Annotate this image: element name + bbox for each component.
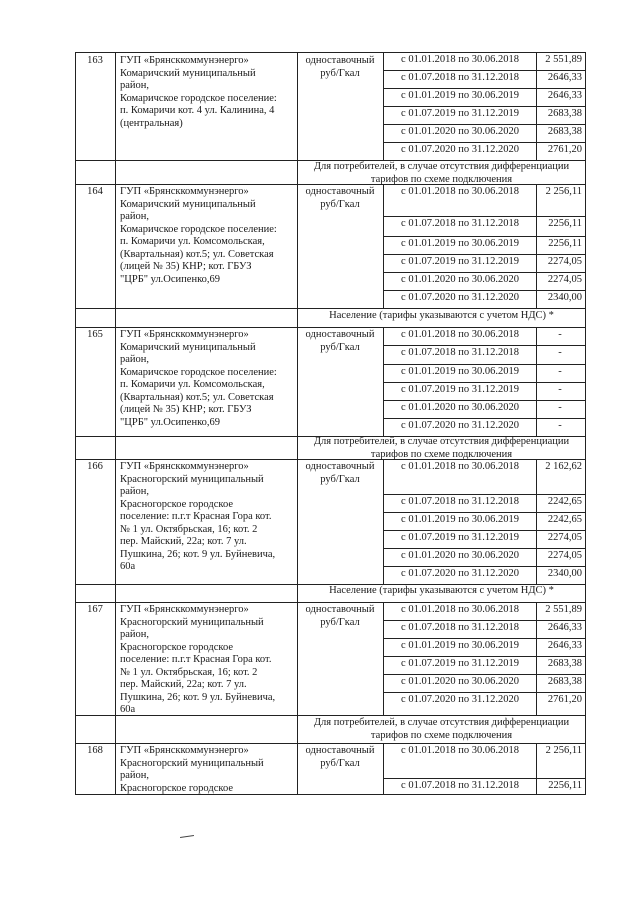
tariff-period: с 01.01.2020 по 30.06.2020: [401, 402, 519, 413]
tariff-value: 2 256,11: [545, 186, 582, 197]
tariff-period: с 01.01.2018 по 30.06.2018: [401, 329, 519, 340]
tariff-value: -: [558, 347, 562, 358]
tariff-value: 2340,00: [547, 292, 582, 303]
tariff-value: 2683,38: [547, 108, 582, 119]
org-cell: ГУП «Брянсккоммунэнерго» Красногорский муниципальный район, Красногорское городское: [120, 745, 264, 794]
tariff-row-divider: [383, 254, 586, 255]
tariff-period: с 01.07.2020 по 31.12.2020: [401, 568, 519, 579]
tariff-period: с 01.07.2019 по 31.12.2019: [401, 384, 519, 395]
org-cell: ГУП «Брянсккоммунэнерго» Комаричский муниципальный район, Комаричское городское поселение: п. Комаричи ул. Комсомольская, (Квартальная) кот.5; ул. Советская (лицей № 35) КНР; кот. ГБУЗ "ЦРБ" ул.Осипенко,69: [120, 186, 277, 285]
row-divider: [75, 743, 586, 744]
tariff-period: с 01.07.2020 по 31.12.2020: [401, 694, 519, 705]
tariff-period: с 01.01.2019 по 30.06.2019: [401, 90, 519, 101]
tariff-row-divider: [383, 272, 586, 273]
tariff-period: с 01.01.2019 по 30.06.2019: [401, 366, 519, 377]
tariff-period: с 01.07.2018 по 31.12.2018: [401, 72, 519, 83]
tariff-row-divider: [383, 290, 586, 291]
unit-cell: одноставочный руб/Гкал: [305, 745, 375, 769]
tariff-row-divider: [383, 142, 586, 143]
tariff-value: 2340,00: [547, 568, 582, 579]
tariff-period: с 01.01.2019 по 30.06.2019: [401, 514, 519, 525]
tariff-value: 2646,33: [547, 640, 582, 651]
tariff-value: 2274,05: [547, 256, 582, 267]
tariff-row-divider: [383, 512, 586, 513]
tariff-value: 2242,65: [547, 514, 582, 525]
tariff-value: 2274,05: [547, 274, 582, 285]
tariff-row-divider: [383, 692, 586, 693]
tariff-period: с 01.01.2020 по 30.06.2020: [401, 676, 519, 687]
tariff-value: -: [558, 366, 562, 377]
row-divider: [75, 327, 586, 328]
row-divider: [75, 602, 586, 603]
tariff-period: с 01.01.2018 по 30.06.2018: [401, 745, 519, 756]
section-header-population: Население (тарифы указываются с учетом НДС) *: [329, 585, 554, 596]
row-number: 166: [87, 461, 103, 472]
tariff-value: 2646,33: [547, 622, 582, 633]
tariff-row-divider: [383, 400, 586, 401]
tariff-row-divider: [383, 638, 586, 639]
column-divider-number: [115, 52, 116, 794]
table-left-border: [75, 52, 76, 794]
row-number: 164: [87, 186, 103, 197]
tariff-row-divider: [383, 566, 586, 567]
tariff-period: с 01.07.2019 по 31.12.2019: [401, 658, 519, 669]
section-header-consumers: Для потребителей, в случае отсутствия дифференциации тарифов по схеме подключения: [313, 717, 570, 741]
tariff-row-divider: [383, 364, 586, 365]
tariff-period: с 01.01.2020 по 30.06.2020: [401, 126, 519, 137]
tariff-period: с 01.01.2020 по 30.06.2020: [401, 274, 519, 285]
tariff-row-divider: [383, 494, 586, 495]
tariff-row-divider: [383, 124, 586, 125]
tariff-period: с 01.01.2018 по 30.06.2018: [401, 186, 519, 197]
tariff-value: 2256,11: [548, 238, 582, 249]
tariff-value: 2274,05: [547, 532, 582, 543]
tariff-value: 2242,65: [547, 496, 582, 507]
tariff-row-divider: [383, 778, 586, 779]
row-number: 167: [87, 604, 103, 615]
tariff-value: 2 551,89: [545, 604, 582, 615]
table-right-border: [585, 52, 586, 794]
tariff-value: 2256,11: [548, 218, 582, 229]
tariff-value: 2 162,62: [545, 461, 582, 472]
tariff-period: с 01.01.2020 по 30.06.2020: [401, 550, 519, 561]
unit-cell: одноставочный руб/Гкал: [305, 604, 375, 628]
section-divider: [75, 308, 586, 309]
tariff-period: с 01.07.2018 по 31.12.2018: [401, 780, 519, 791]
tariff-value: 2683,38: [547, 658, 582, 669]
org-cell: ГУП «Брянсккоммунэнерго» Красногорский муниципальный район, Красногорское городское поселение: п.г.т Красная Гора кот. № 1 ул. Октябрьская, 16; кот. 2 пер. Майский, 22а; кот. 7 ул. Пушкина, 26; кот. 9 ул. Буйневича, 60а: [120, 461, 276, 572]
page-mark: [180, 835, 194, 838]
org-cell: ГУП «Брянсккоммунэнерго» Комаричский муниципальный район, Комаричское городское поселение: п. Комаричи кот. 4 ул. Калинина, 4 (центральная): [120, 55, 277, 129]
org-cell: ГУП «Брянсккоммунэнерго» Красногорский муниципальный район, Красногорское городское поселение: п.г.т Красная Гора кот. № 1 ул. Октябрьская, 16; кот. 2 пер. Майский, 22а; кот. 7 ул. Пушкина, 26; кот. 9 ул. Буйневича, 60а: [120, 604, 276, 715]
tariff-period: с 01.07.2018 по 31.12.2018: [401, 218, 519, 229]
tariff-period: с 01.01.2019 по 30.06.2019: [401, 640, 519, 651]
tariff-value: -: [558, 329, 562, 340]
tariff-row-divider: [383, 236, 586, 237]
tariff-row-divider: [383, 345, 586, 346]
org-cell: ГУП «Брянсккоммунэнерго» Комаричский муниципальный район, Комаричское городское поселение: п. Комаричи ул. Комсомольская, (Квартальная) кот.5; ул. Советская (лицей № 35) КНР; кот. ГБУЗ "ЦРБ" ул.Осипенко,69: [120, 329, 277, 428]
tariff-period: с 01.07.2020 по 31.12.2020: [401, 292, 519, 303]
tariff-row-divider: [383, 530, 586, 531]
tariff-value: -: [558, 420, 562, 431]
tariff-row-divider: [383, 70, 586, 71]
unit-cell: одноставочный руб/Гкал: [305, 461, 375, 485]
tariff-period: с 01.07.2019 по 31.12.2019: [401, 256, 519, 267]
table-top-border: [75, 52, 586, 53]
row-number: 168: [87, 745, 103, 756]
tariff-row-divider: [383, 382, 586, 383]
tariff-value: 2683,38: [547, 126, 582, 137]
tariff-period: с 01.07.2018 по 31.12.2018: [401, 347, 519, 358]
tariff-period: с 01.01.2018 по 30.06.2018: [401, 461, 519, 472]
tariff-row-divider: [383, 548, 586, 549]
tariff-period: с 01.07.2020 по 31.12.2020: [401, 144, 519, 155]
section-header-consumers: Для потребителей, в случае отсутствия дифференциации тарифов по схеме подключения: [313, 161, 570, 185]
tariff-value: 2683,38: [547, 676, 582, 687]
tariff-value: 2646,33: [547, 90, 582, 101]
tariff-value: 2 551,89: [545, 54, 582, 65]
tariff-row-divider: [383, 216, 586, 217]
section-header-consumers: Для потребителей, в случае отсутствия дифференциации тарифов по схеме подключения: [313, 436, 570, 460]
tariff-period: с 01.01.2018 по 30.06.2018: [401, 54, 519, 65]
tariff-value: 2761,20: [547, 144, 582, 155]
unit-cell: одноставочный руб/Гкал: [305, 329, 375, 353]
row-number: 165: [87, 329, 103, 340]
tariff-row-divider: [383, 656, 586, 657]
tariff-row-divider: [383, 674, 586, 675]
tariff-period: с 01.07.2019 по 31.12.2019: [401, 108, 519, 119]
tariff-period: с 01.07.2018 по 31.12.2018: [401, 496, 519, 507]
tariff-period: с 01.07.2020 по 31.12.2020: [401, 420, 519, 431]
tariff-row-divider: [383, 620, 586, 621]
tariff-value: 2761,20: [547, 694, 582, 705]
tariff-value: 2256,11: [548, 780, 582, 791]
tariff-period: с 01.01.2018 по 30.06.2018: [401, 604, 519, 615]
tariff-value: -: [558, 402, 562, 413]
tariff-value: 2 256,11: [545, 745, 582, 756]
tariff-value: -: [558, 384, 562, 395]
tariff-row-divider: [383, 106, 586, 107]
tariff-period: с 01.07.2019 по 31.12.2019: [401, 532, 519, 543]
row-number: 163: [87, 55, 103, 66]
unit-cell: одноставочный руб/Гкал: [305, 55, 375, 79]
tariff-period: с 01.01.2019 по 30.06.2019: [401, 238, 519, 249]
unit-cell: одноставочный руб/Гкал: [305, 186, 375, 210]
section-header-population: Население (тарифы указываются с учетом НДС) *: [329, 310, 554, 321]
tariff-period: с 01.07.2018 по 31.12.2018: [401, 622, 519, 633]
tariff-row-divider: [383, 88, 586, 89]
tariff-value: 2646,33: [547, 72, 582, 83]
tariff-row-divider: [383, 418, 586, 419]
tariff-value: 2274,05: [547, 550, 582, 561]
